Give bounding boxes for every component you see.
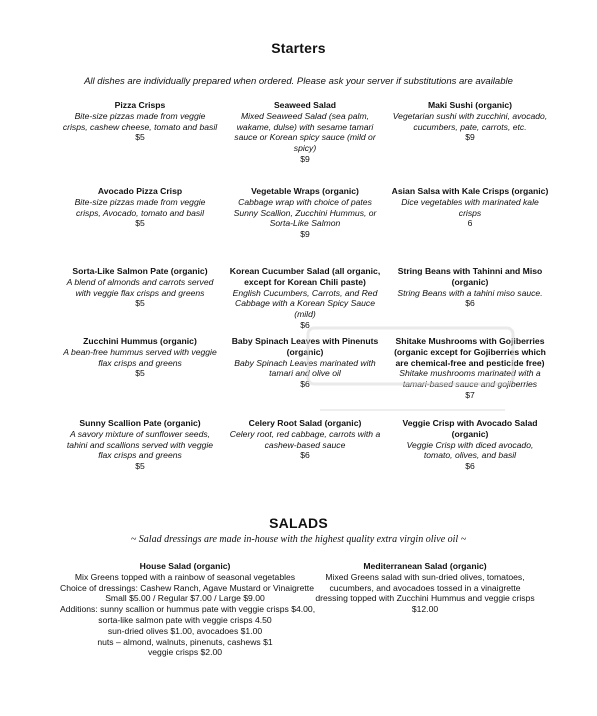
- desc-line: A savory mixture of sunflower seeds,: [69, 428, 211, 439]
- item-desc: [60, 347, 220, 369]
- desc-line: Sunny Scallion, Zucchini Hummus, or: [233, 207, 377, 218]
- desc-line: (mild): [294, 309, 316, 320]
- menu-item: [60, 186, 220, 229]
- item-price: $6: [300, 379, 310, 390]
- desc-line: flax crisps and greens: [98, 357, 182, 368]
- item-desc: [225, 111, 385, 154]
- desc-line: with veggie flax crisps and greens: [75, 287, 205, 298]
- menu-item: [225, 266, 385, 331]
- salad-line: sun-dried olives $1.00, avocadoes $1.00: [107, 625, 263, 636]
- starters-intro: All dishes are individually prepared when ordered. Please ask your server if substitutions are available: [84, 76, 513, 87]
- desc-line: Bite-size pizzas made from veggie: [74, 196, 206, 207]
- salad-line: $12.00: [411, 604, 439, 615]
- menu-item: [60, 266, 220, 309]
- item-price: $6: [300, 450, 310, 461]
- desc-line: cucumbers, pate, carrots, etc.: [413, 121, 527, 132]
- item-name: Sorta-Like Salmon Pate (organic): [72, 266, 208, 276]
- item-name: Zucchini Hummus (organic): [83, 336, 197, 346]
- salads-heading: SALADS: [269, 515, 328, 531]
- desc-line: String Beans with a tahini miso sauce.: [397, 287, 543, 298]
- item-price: $9: [465, 132, 475, 143]
- item-desc: [225, 288, 385, 320]
- item-name: Korean Cucumber Salad (all organic, except for Korean Chili paste): [229, 266, 381, 287]
- item-name: Baby Spinach Leaves with Pinenuts (organic): [231, 336, 379, 357]
- menu-item: [390, 336, 550, 401]
- item-price: $6: [465, 298, 475, 309]
- item-price: $5: [135, 298, 145, 309]
- item-desc: [60, 111, 220, 133]
- item-name: Seaweed Salad: [273, 100, 337, 110]
- menu-item: [390, 100, 550, 143]
- menu-item: [390, 418, 550, 472]
- menu-item: [60, 418, 220, 472]
- item-name: Vegetable Wraps (organic): [251, 186, 359, 196]
- item-price: $9: [300, 229, 310, 240]
- menu-item: [60, 100, 220, 143]
- salad-line: Mix Greens topped with a rainbow of seasonal vegetables: [74, 571, 296, 582]
- item-desc: [390, 368, 550, 390]
- desc-line: English Cucumbers, Carrots, and Red: [232, 287, 378, 298]
- item-desc: [60, 277, 220, 299]
- desc-line: tomato, olives, and basil: [423, 450, 517, 461]
- desc-line: tamari and olive oil: [269, 368, 341, 379]
- salads-intro: ~ Salad dressings are made in-house with the highest quality extra virgin olive oil ~: [130, 534, 467, 545]
- salad-line: cucumbers, and avocadoes tossed in a vinaigrette: [329, 582, 521, 593]
- salad-line: sorta-like salmon pate with veggie crisps 4.50: [98, 614, 272, 625]
- item-desc: [225, 358, 385, 380]
- menu-item: [390, 186, 550, 229]
- starters-heading: Starters: [271, 40, 326, 56]
- desc-line: crisps: [458, 207, 482, 218]
- desc-line: spicy): [293, 143, 317, 154]
- item-desc: [225, 429, 385, 451]
- item-desc: [390, 111, 550, 133]
- desc-line: wakame, dulse) with sesame tamari: [236, 121, 374, 132]
- desc-line: Cabbage with a Korean Spicy Sauce: [235, 298, 375, 309]
- desc-line: Celery root, red cabbage, carrots with a: [229, 428, 381, 439]
- desc-line: tamari-based sauce and gojiberries: [402, 379, 538, 390]
- item-price: $9: [300, 153, 310, 164]
- item-name: String Beans with Tahinni and Miso (organic): [397, 266, 543, 287]
- menu-item: [225, 100, 385, 165]
- item-price: $5: [135, 461, 145, 472]
- item-desc: [390, 440, 550, 462]
- item-desc: [225, 197, 385, 229]
- item-desc: [60, 197, 220, 219]
- salad-line: Additions: sunny scallion or hummus pate with veggie crisps $4.00,: [60, 604, 316, 615]
- item-price: $5: [135, 218, 145, 229]
- item-price: $6: [300, 319, 310, 330]
- salad-item: [60, 561, 316, 658]
- desc-line: cashew-based sauce: [264, 439, 346, 450]
- item-price: 6: [467, 218, 473, 229]
- menu-item: [225, 336, 385, 390]
- desc-line: Baby Spinach Leaves marinated with: [234, 357, 376, 368]
- desc-line: crisps, cashew cheese, tomato and basil: [62, 121, 218, 132]
- salad-line: Mixed Greens salad with sun-dried olives, tomatoes,: [325, 571, 525, 582]
- salad-name: House Salad (organic): [139, 561, 231, 571]
- item-name: Maki Sushi (organic): [427, 100, 513, 110]
- menu-item: [60, 336, 220, 379]
- menu-item: [225, 418, 385, 461]
- item-price: $7: [465, 389, 475, 400]
- item-name: Shitake Mushrooms with Gojiberries (organic except for Gojiberries which are chemical-free and pesticide free): [394, 336, 546, 368]
- menu-item: [390, 266, 550, 309]
- desc-line: Mixed Seaweed Salad (sea palm,: [240, 110, 370, 121]
- desc-line: Veggie Crisp with diced avocado,: [406, 439, 534, 450]
- item-desc: [60, 429, 220, 461]
- desc-line: Dice vegetables with marinated kale: [401, 196, 539, 207]
- item-name: Sunny Scallion Pate (organic): [79, 418, 201, 428]
- salad-name: Mediterranean Salad (organic): [363, 561, 487, 571]
- item-desc: [390, 197, 550, 219]
- desc-line: Shitake mushrooms marinated with a: [399, 368, 541, 379]
- desc-line: Vegetarian sushi with zucchini, avocado,: [392, 110, 548, 121]
- salad-line: nuts – almond, walnuts, pinenuts, cashews $1: [97, 636, 273, 647]
- item-name: Celery Root Salad (organic): [248, 418, 362, 428]
- desc-line: Sorta-Like Salmon: [269, 218, 341, 229]
- desc-line: crisps, Avocado, tomato and basil: [75, 207, 205, 218]
- desc-line: sauce or Korean spicy sauce (mild or: [234, 132, 376, 143]
- salad-item: [300, 561, 550, 615]
- item-desc: [390, 288, 550, 299]
- salad-line: dressing topped with Zucchini Hummus and veggie crisps: [315, 593, 535, 604]
- desc-line: flax crisps and greens: [98, 450, 182, 461]
- salad-line: Small $5.00 / Regular $7.00 / Large $9.00: [105, 593, 265, 604]
- salad-line: veggie crisps $2.00: [147, 647, 223, 658]
- item-name: Veggie Crisp with Avocado Salad (organic): [402, 418, 538, 439]
- desc-line: Cabbage wrap with choice of pates: [238, 196, 372, 207]
- desc-line: A blend of almonds and carrots served: [66, 276, 214, 287]
- item-name: Pizza Crisps: [114, 100, 166, 110]
- desc-line: tahini and scallions served with veggie: [66, 439, 214, 450]
- item-price: $5: [135, 368, 145, 379]
- desc-line: Bite-size pizzas made from veggie: [74, 110, 206, 121]
- item-name: Avocado Pizza Crisp: [97, 186, 183, 196]
- item-name: Asian Salsa with Kale Crisps (organic): [391, 186, 549, 196]
- desc-line: A bean-free hummus served with veggie: [63, 346, 217, 357]
- item-price: $6: [465, 461, 475, 472]
- item-price: $5: [135, 132, 145, 143]
- menu-item: [225, 186, 385, 240]
- salad-line: Choice of dressings: Cashew Ranch, Agave Mustard or Vinaigrette: [60, 582, 314, 593]
